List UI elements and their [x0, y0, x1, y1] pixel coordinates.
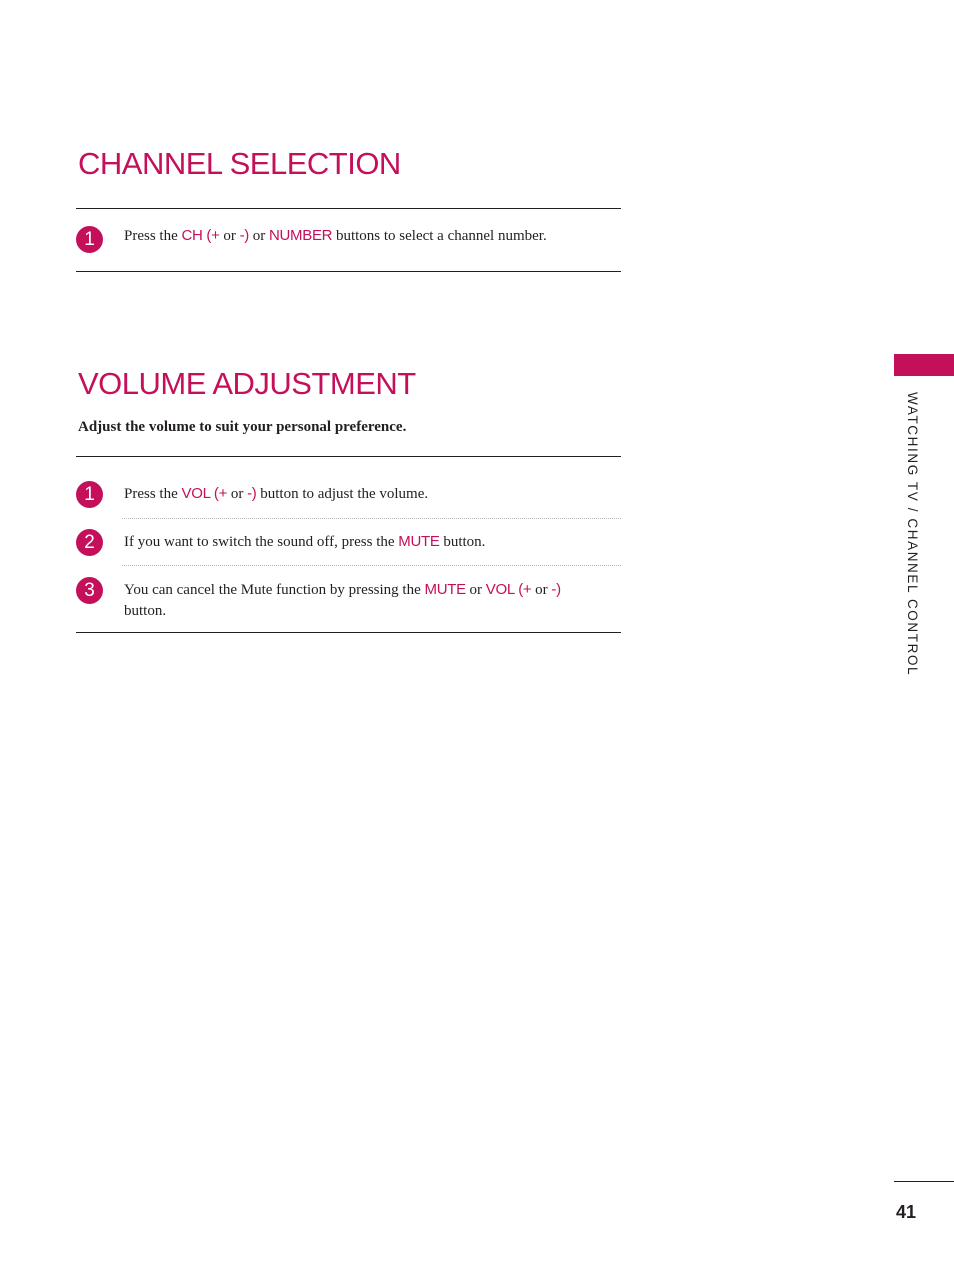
volume-step-1-text: Press the VOL (+ or -) button to adjust the volume.	[124, 485, 429, 502]
step-number-badge: 3	[76, 577, 103, 604]
step-number-badge: 1	[76, 481, 103, 508]
volume-adjustment-title: VOLUME ADJUSTMENT	[78, 366, 416, 401]
divider	[76, 456, 621, 457]
divider	[76, 271, 621, 272]
dotted-separator	[122, 565, 621, 566]
channel-selection-title: CHANNEL SELECTION	[78, 146, 401, 181]
dotted-separator	[122, 518, 621, 519]
ch-plus-key: CH (+	[181, 227, 220, 244]
vol-minus-key: -)	[551, 581, 561, 598]
step-number-badge: 2	[76, 529, 103, 556]
divider	[76, 632, 621, 633]
vol-plus-key: VOL (+	[485, 581, 532, 598]
number-key: NUMBER	[268, 227, 333, 244]
page-number: 41	[896, 1202, 917, 1222]
section-side-label: WATCHING TV / CHANNEL CONTROL	[905, 392, 920, 677]
ch-minus-key: -)	[239, 227, 249, 244]
channel-step-1-text: Press the CH (+ or -) or NUMBER buttons to select a channel number.	[124, 227, 547, 244]
section-tab-marker	[894, 354, 954, 376]
vol-plus-key: VOL (+	[181, 485, 228, 502]
divider	[76, 208, 621, 209]
footer-rule	[894, 1181, 954, 1182]
volume-intro-text: Adjust the volume to suit your personal preference.	[78, 419, 407, 435]
mute-key: MUTE	[424, 581, 466, 598]
vol-minus-key: -)	[247, 485, 257, 502]
volume-step-3-text: You can cancel the Mute function by pressing the MUTE or VOL (+ or -) button.	[124, 581, 561, 619]
mute-key: MUTE	[398, 533, 440, 550]
volume-step-2-text: If you want to switch the sound off, press the MUTE button.	[124, 533, 486, 550]
step-number-badge: 1	[76, 226, 103, 253]
